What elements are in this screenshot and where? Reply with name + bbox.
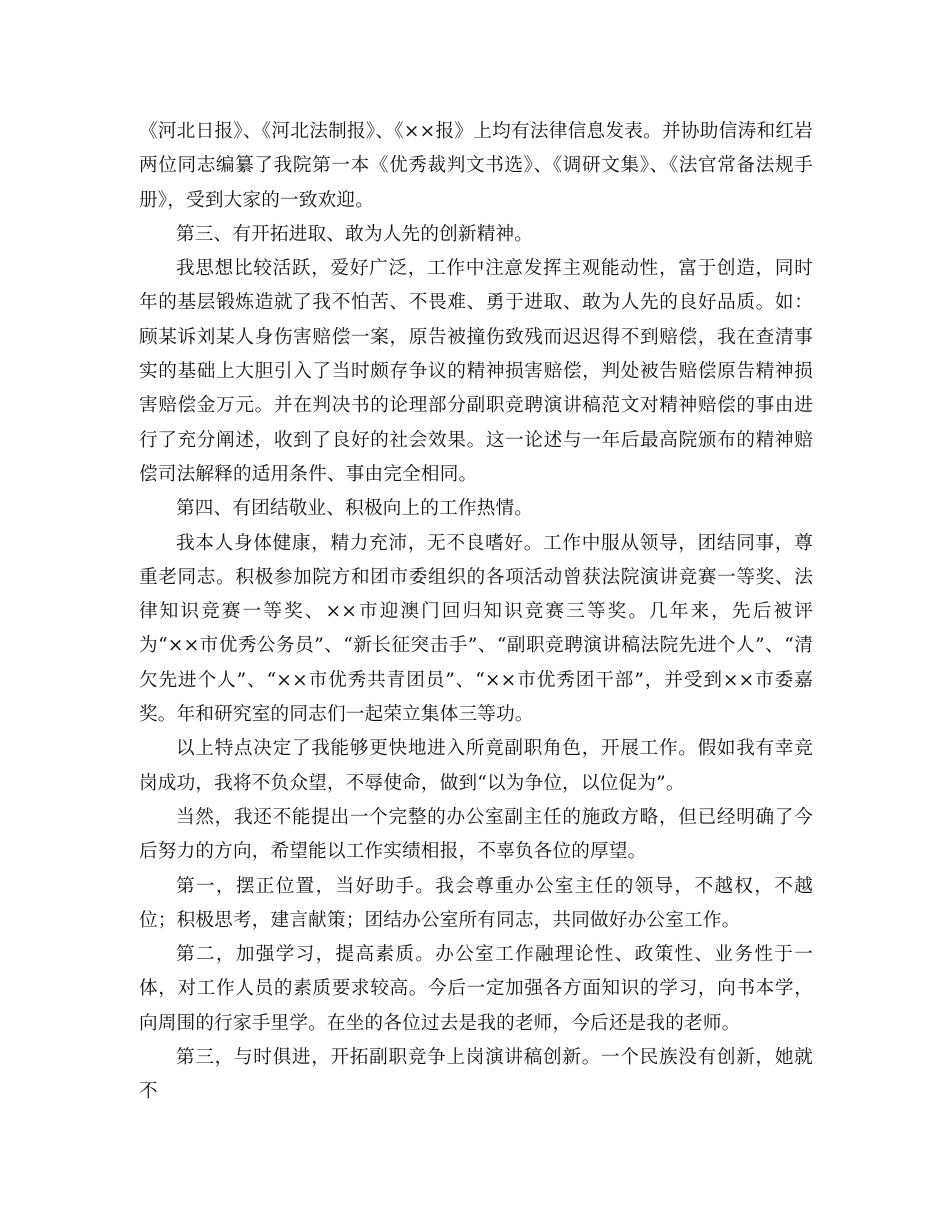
heading-work-enthusiasm: 第四、有团结敬业、积极向上的工作热情。 bbox=[176, 498, 534, 520]
paragraph-publications: 《河北日报》、《河北法制报》、《××报》上均有法律信息发表。并协助信涛和红岩两位同志编纂了我院第一本《优秀裁判文书选》、《调研文集》、《法官常备法规手册》，受到大家的一致欢迎。 bbox=[139, 121, 813, 211]
paragraph-point-two: 第二，加强学习，提高素质。办公室工作融理论性、政策性、业务性于一体，对工作人员的素质要求较高。今后一定加强各方面知识的学习，向书本学，向周围的行家手里学。在坐的各位过去是我的老师，今后还是我的老师。 bbox=[139, 944, 813, 1034]
paragraph-honors: 我本人身体健康，精力充沛，无不良嗜好。工作中服从领导，团结同事，尊重老同志。积极参加院方和团市委组织的各项活动曾获法院演讲竞赛一等奖、法律知识竞赛一等奖、××市迎澳门回归知识竞赛三等奖。几年来，先后被评为“××市优秀公务员”、“新长征突击手”、“副职竞聘演讲稿法院先进个人”、“清欠先进个人”、“××市优秀共青团员”、“××市优秀团干部”，并受到××市委嘉奖。年和研究室的同志们一起荣立集体三等功。 bbox=[139, 532, 813, 726]
paragraph-role-readiness: 以上特点决定了我能够更快地进入所竟副职角色，开展工作。假如我有幸竞岗成功，我将不负众望，不辱使命，做到“以为争位，以位促为”。 bbox=[139, 738, 813, 794]
paragraph-future-direction: 当然，我还不能提出一个完整的办公室副主任的施政方略，但已经明确了今后努力的方向，希望能以工作实绩相报，不辜负各位的厚望。 bbox=[139, 806, 813, 863]
paragraph-innovation-case: 我思想比较活跃，爱好广泛，工作中注意发挥主观能动性，富于创造，同时年的基层锻炼造就了我不怕苦、不畏难、勇于进取、敢为人先的良好品质。如：顾某诉刘某人身伤害赔偿一案，原告被撞伤致残而迟迟得不到赔偿，我在查清事实的基础上大胆引入了当时颇存争议的精神损害赔偿，判处被告赔偿原告精神损害赔偿金万元。并在判决书的论理部分副职竞聘演讲稿范文对精神赔偿的事由进行了充分阐述，收到了良好的社会效果。这一论述与一年后最高院颁布的精神赔偿司法解释的适用条件、事由完全相同。 bbox=[139, 258, 813, 485]
paragraph-point-three: 第三，与时俱进，开拓副职竞争上岗演讲稿创新。一个民族没有创新，她就不 bbox=[139, 1047, 813, 1103]
paragraph-point-one: 第一，摆正位置，当好助手。我会尊重办公室主任的领导，不越权，不越位；积极思考，建言献策；团结办公室所有同志，共同做好办公室工作。 bbox=[139, 875, 813, 931]
document-page bbox=[139, 115, 813, 1110]
heading-innovation-spirit: 第三、有开拓进取、敢为人先的创新精神。 bbox=[176, 223, 534, 245]
